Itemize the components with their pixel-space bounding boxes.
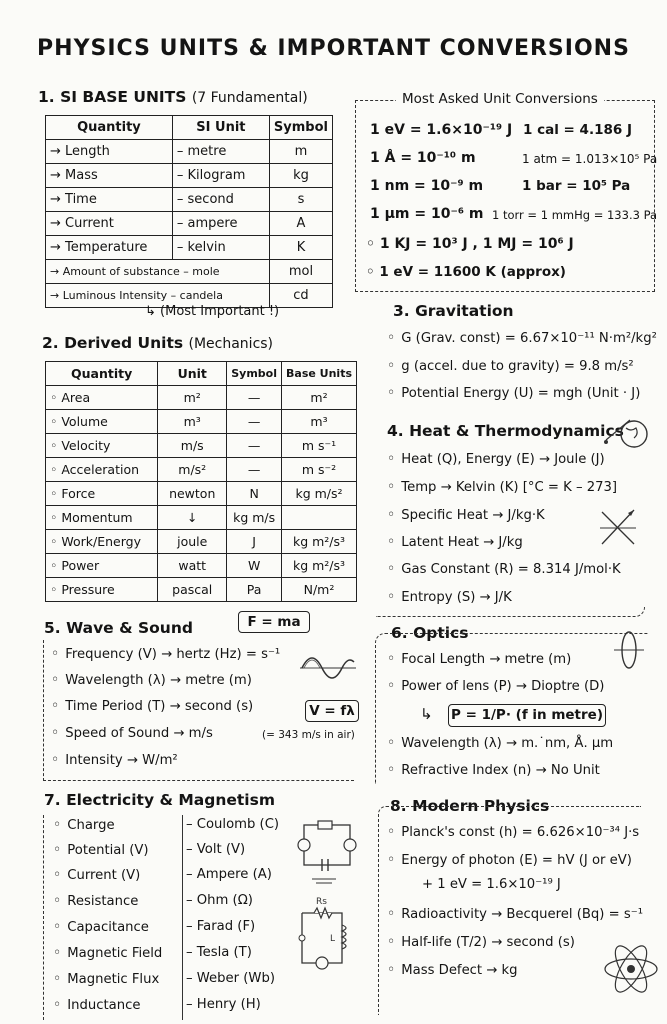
table-row (46, 554, 357, 578)
modern-line: ◦ Mass Defect → kg (387, 962, 518, 978)
electricity-heading: 7. Electricity & Magnetism (44, 791, 275, 809)
symbol-cell: — (227, 434, 282, 458)
optics-line: ◦ Wavelength (λ) → m.˙nm, Å. μm (387, 735, 613, 751)
symbol-cell: J (227, 530, 282, 554)
base-unit-cell: kg m/s² (282, 482, 357, 506)
quantity-cell: ◦ Velocity (46, 434, 158, 458)
wave-line: ◦ Frequency (V) → hertz (Hz) = s⁻¹ (51, 646, 280, 662)
wave-line: ◦ Speed of Sound → m/s (51, 725, 213, 741)
symbol-cell: cd (269, 284, 332, 308)
unit-cell: – ampere (172, 212, 269, 236)
symbol-cell: K (269, 236, 332, 260)
conversion-item: 1 nm = 10⁻⁹ m (370, 178, 484, 194)
base-unit-cell (282, 506, 357, 530)
si-base-heading (38, 88, 308, 106)
symbol-cell: m (269, 140, 332, 164)
conversion-item: 1 eV = 1.6×10⁻¹⁹ J (370, 122, 513, 138)
heat-line: ◦ Temp → Kelvin (K) [°C = K – 273] (387, 479, 617, 495)
electricity-quantity: ◦ Magnetic Flux (53, 971, 159, 987)
optics-heading: 6. Optics (391, 624, 469, 642)
unit-cell: m/s (158, 434, 227, 458)
column-header: SI Unit (172, 116, 269, 140)
quantity-cell: → Length (46, 140, 173, 164)
quantity-cell: ◦ Volume (46, 410, 158, 434)
electricity-divider (182, 815, 184, 1020)
conversion-item: 1 cal = 4.186 J (523, 122, 632, 138)
base-unit-cell: m² (282, 386, 357, 410)
symbol-cell: mol (269, 260, 332, 284)
unit-cell: newton (158, 482, 227, 506)
table-header-row (46, 362, 357, 386)
modern-line: ◦ Half-life (T/2) → second (s) (387, 934, 575, 950)
speed-of-sound-note: (= 343 m/s in air) (262, 729, 355, 741)
derived-subtitle: (Mechanics) (188, 336, 274, 352)
unit-cell: pascal (158, 578, 227, 602)
electricity-quantity: ◦ Current (V) (53, 867, 140, 883)
table-header-row (46, 116, 333, 140)
modern-line: + 1 eV = 1.6×10⁻¹⁹ J (422, 877, 561, 892)
symbol-cell: — (227, 410, 282, 434)
electricity-unit: – Volt (V) (186, 842, 246, 857)
wave-formula-box: V = fλ (305, 700, 359, 722)
base-unit-cell: m³ (282, 410, 357, 434)
quantity-cell: ◦ Power (46, 554, 158, 578)
table-row (46, 236, 333, 260)
wave-icon (298, 648, 358, 688)
table-row (46, 212, 333, 236)
gravitation-line: ◦ g (accel. due to gravity) = 9.8 m/s² (387, 358, 634, 374)
quantity-cell: ◦ Momentum (46, 506, 158, 530)
quantity-cell: → Luminous Intensity – candela (46, 284, 270, 308)
modern-line: ◦ Radioactivity → Becquerel (Bq) = s⁻¹ (387, 906, 643, 922)
force-formula-box: F = ma (238, 611, 310, 633)
modern-heading: 8. Modern Physics (390, 797, 550, 815)
electricity-unit: – Coulomb (C) (186, 817, 280, 832)
modern-line: ◦ Energy of photon (E) = hV (J or eV) (387, 852, 632, 868)
symbol-cell: — (227, 386, 282, 410)
electricity-unit: – Ohm (Ω) (186, 893, 253, 908)
quantity-cell: ◦ Acceleration (46, 458, 158, 482)
conversion-item: 1 μm = 10⁻⁶ m (370, 206, 484, 222)
column-header: Symbol (227, 362, 282, 386)
quantity-cell: ◦ Force (46, 482, 158, 506)
heat-line: ◦ Gas Constant (R) = 8.314 J/mol·K (387, 561, 621, 577)
electricity-quantity: ◦ Potential (V) (53, 842, 149, 858)
si-base-subtitle: (7 Fundamental) (191, 90, 308, 106)
electricity-unit: – Henry (H) (186, 997, 261, 1012)
quantity-cell: ◦ Pressure (46, 578, 158, 602)
column-header: Quantity (46, 116, 173, 140)
derived-table (45, 361, 357, 602)
electricity-left-border (43, 815, 45, 1020)
heat-line: ◦ Heat (Q), Energy (E) → Joule (J) (387, 451, 605, 467)
symbol-cell: W (227, 554, 282, 578)
unit-cell: – metre (172, 140, 269, 164)
unit-cell: ↓ (158, 506, 227, 530)
column-header: Base Units (282, 362, 357, 386)
unit-cell: m² (158, 386, 227, 410)
optics-line: ◦ Focal Length → metre (m) (387, 651, 571, 667)
symbol-cell: kg (269, 164, 332, 188)
base-unit-cell: kg m²/s³ (282, 554, 357, 578)
gravitation-line: ◦ Potential Energy (U) = mgh (Unit · J) (387, 385, 640, 401)
base-unit-cell: m s⁻¹ (282, 434, 357, 458)
si-base-heading-text: 1. SI BASE UNITS (38, 88, 187, 106)
electricity-quantity: ◦ Resistance (53, 893, 138, 909)
symbol-cell: kg m/s (227, 506, 282, 530)
symbol-cell: s (269, 188, 332, 212)
quantity-cell: → Temperature (46, 236, 173, 260)
unit-cell: – kelvin (172, 236, 269, 260)
column-header: Unit (158, 362, 227, 386)
quantity-cell: → Mass (46, 164, 173, 188)
symbol-cell: Pa (227, 578, 282, 602)
column-header: Symbol (269, 116, 332, 140)
conversion-item: ◦ 1 eV = 11600 K (approx) (366, 264, 566, 280)
quantity-cell: ◦ Work/Energy (46, 530, 158, 554)
heat-heading: 4. Heat & Thermodynamics (387, 422, 624, 440)
wave-line: ◦ Intensity → W/m² (51, 752, 178, 768)
wave-line: ◦ Time Period (T) → second (s) (51, 698, 253, 714)
gravitation-line: ◦ G (Grav. const) = 6.67×10⁻¹¹ N·m²/kg² (387, 330, 657, 346)
electricity-quantity: ◦ Magnetic Field (53, 945, 162, 961)
table-row (46, 140, 333, 164)
electricity-quantity: ◦ Charge (53, 817, 115, 833)
base-unit-cell: kg m²/s³ (282, 530, 357, 554)
si-base-table (45, 115, 333, 308)
base-unit-cell: m s⁻² (282, 458, 357, 482)
derived-heading-text: 2. Derived Units (42, 334, 184, 352)
base-unit-cell: N/m² (282, 578, 357, 602)
electricity-quantity: ◦ Inductance (53, 997, 140, 1013)
atom-icon (602, 940, 660, 998)
optics-line: ◦ Refractive Index (n) → No Unit (387, 762, 600, 778)
electricity-unit: – Ampere (A) (186, 867, 272, 882)
conversion-item: 1 atm = 1.013×10⁵ Pa (522, 152, 658, 166)
modern-line: ◦ Planck's const (h) = 6.626×10⁻³⁴ J·s (387, 824, 639, 840)
table-row (46, 188, 333, 212)
electricity-quantity: ◦ Capacitance (53, 919, 149, 935)
earth-icon (596, 410, 658, 450)
table-row (46, 530, 357, 554)
quantity-cell: → Amount of substance – mole (46, 260, 270, 284)
heat-line: ◦ Latent Heat → J/kg (387, 534, 523, 550)
optics-arrow-icon: ↳ (420, 705, 433, 723)
unit-cell: – second (172, 188, 269, 212)
conversion-item: 1 bar = 10⁵ Pa (522, 178, 631, 194)
electricity-unit: – Weber (Wb) (186, 971, 275, 986)
table-row (46, 164, 333, 188)
gravitation-heading: 3. Gravitation (393, 302, 514, 320)
derived-heading (42, 334, 273, 352)
rl-circuit-icon (292, 893, 360, 975)
page-title: PHYSICS UNITS & IMPORTANT CONVERSIONS (37, 36, 630, 61)
lens-icon (614, 628, 644, 672)
conversions-heading: Most Asked Unit Conversions (396, 91, 604, 107)
wave-heading: 5. Wave & Sound (44, 619, 193, 637)
vector-diagram-icon (598, 504, 638, 550)
unit-cell: m/s² (158, 458, 227, 482)
table-row (46, 506, 357, 530)
quantity-cell: → Current (46, 212, 173, 236)
table-row (46, 260, 333, 284)
unit-cell: joule (158, 530, 227, 554)
circuit-label: L (330, 934, 336, 944)
electricity-unit: – Farad (F) (186, 919, 256, 934)
optics-line: ◦ Power of lens (P) → Dioptre (D) (387, 678, 604, 694)
symbol-cell: N (227, 482, 282, 506)
table-row (46, 578, 357, 602)
conversion-item: 1 torr = 1 mmHg = 133.3 Pa (492, 208, 658, 222)
table-row (46, 386, 357, 410)
unit-cell: – Kilogram (172, 164, 269, 188)
quantity-cell: ◦ Area (46, 386, 158, 410)
table-row (46, 410, 357, 434)
table-row (46, 458, 357, 482)
table-row (46, 482, 357, 506)
conversion-item: ◦ 1 KJ = 10³ J , 1 MJ = 10⁶ J (366, 236, 574, 252)
unit-cell: m³ (158, 410, 227, 434)
circuit-label: Rs (316, 897, 327, 907)
heat-divider (376, 606, 645, 617)
symbol-cell: — (227, 458, 282, 482)
si-base-note: ↳ (Most Important !) (145, 304, 280, 319)
wave-line: ◦ Wavelength (λ) → metre (m) (51, 672, 252, 688)
unit-cell: watt (158, 554, 227, 578)
circuit-diagram-icon (296, 815, 358, 887)
quantity-cell: → Time (46, 188, 173, 212)
electricity-unit: – Tesla (T) (186, 945, 252, 960)
symbol-cell: A (269, 212, 332, 236)
heat-line: ◦ Entropy (S) → J/K (387, 589, 512, 605)
table-row (46, 434, 357, 458)
conversion-item: 1 Å = 10⁻¹⁰ m (370, 150, 476, 166)
column-header: Quantity (46, 362, 158, 386)
heat-line: ◦ Specific Heat → J/kg·K (387, 507, 545, 523)
lens-power-formula-box: P = 1/P· (f in metre) (448, 704, 606, 727)
